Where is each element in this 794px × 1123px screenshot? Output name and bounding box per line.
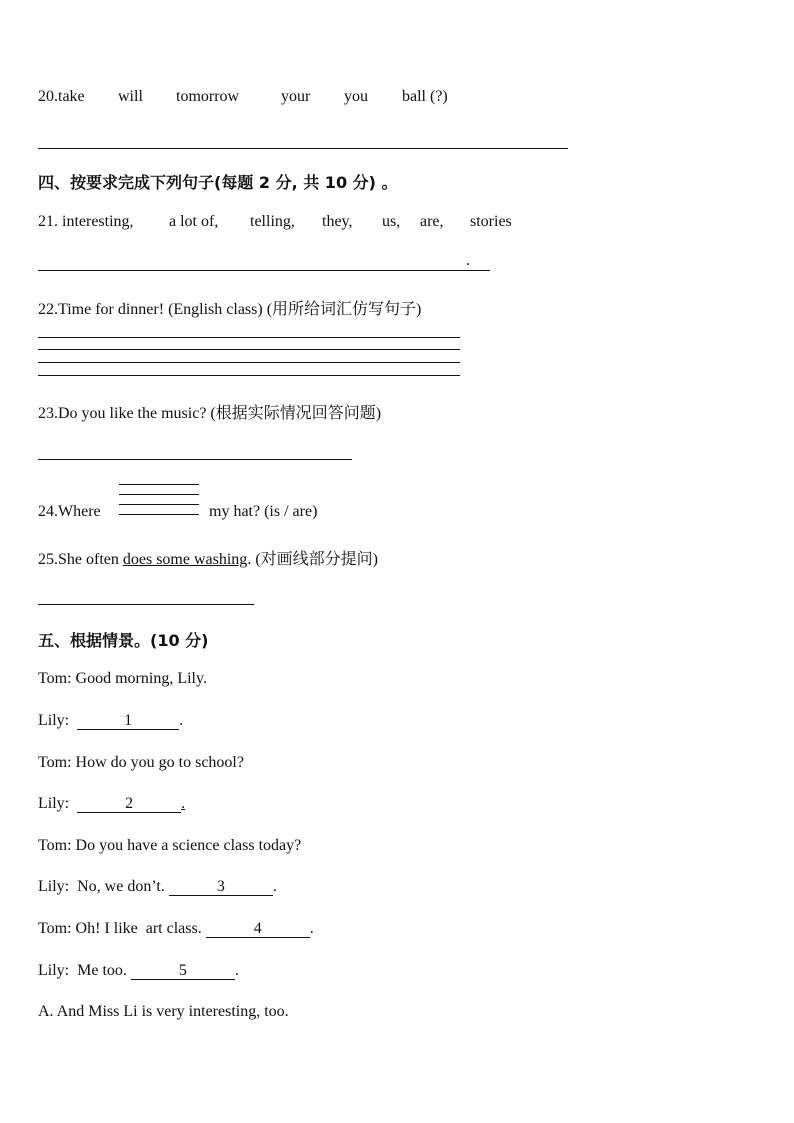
answer-blank-2[interactable]: 2 [77,795,181,813]
q24-number: 24. [38,503,58,520]
q22-number: 22. [38,301,58,318]
q22-text: Time for dinner! (English class) (用所给词汇仿写句子) [58,301,422,318]
dialogue-line: Tom: Good morning, Lily. [38,670,207,687]
q24-line [38,503,101,521]
dialogue-line: Tom: Oh! I like art class. 4 . [38,920,314,937]
q24-before: Where [58,503,101,520]
q23-answer-line[interactable] [38,459,352,460]
dialogue-line: Lily: Me too. 5 . [38,962,239,979]
q24-blank-line[interactable] [119,514,199,515]
dialogue-line: Lily: No, we don’t. 3 . [38,878,277,895]
q21-word: a lot of, [169,213,219,230]
q25-underlined: does some washing [122,551,248,568]
option-a: A. And Miss Li is very interesting, too. [38,1003,289,1020]
dialogue-line: Tom: How do you go to school? [38,754,244,771]
q21-line: 21. interesting, a lot of, telling, they, us, are, stories [38,213,512,230]
q21-answer-line[interactable] [38,270,490,271]
q24-blank-line[interactable] [119,494,199,495]
q21-word: they, [322,213,353,230]
q22-answer-line[interactable] [38,375,460,376]
q20-word: you [344,88,368,105]
q24-after: my hat? (is / are) [209,503,318,520]
q21-number: 21 [38,213,54,230]
answer-blank-4[interactable]: 4 [206,920,310,938]
answer-blank-1[interactable]: 1 [77,712,179,730]
q22-line [38,296,421,319]
q20-end: (?) [430,88,448,105]
q20-number: 20. [38,88,58,105]
q22-answer-line[interactable] [38,349,460,350]
q21-word: interesting, [62,213,134,230]
dialogue-line: Lily: 1 . [38,712,184,729]
q25-line [38,546,378,569]
answer-blank-3[interactable]: 3 [169,878,273,896]
q23-line [38,400,381,423]
q23-number: 23. [38,405,58,422]
answer-blank-5[interactable]: 5 [131,962,235,980]
q22-answer-line[interactable] [38,362,460,363]
section4-heading: 四、按要求完成下列句子(每题 2 分, 共 10 分) 。 [38,173,398,192]
q20-answer-line[interactable] [38,148,568,149]
dialogue-line: Tom: Do you have a science class today? [38,837,302,854]
q20-word: tomorrow [176,88,240,105]
q21-word: stories [470,213,512,230]
q20-word: your [281,88,311,105]
section5-heading: 五、根据情景。(10 分) [38,631,209,650]
q21-word: are, [420,213,444,230]
q20-word: will [118,88,143,105]
q25-answer-line[interactable] [38,604,254,605]
q21-word: us, [382,213,401,230]
q20-line [38,88,448,106]
q25-after: . (对画线部分提问) [247,551,378,568]
dialogue-line: Lily: 2 . [38,795,186,812]
q24-blank-line[interactable] [119,504,199,505]
q22-answer-line[interactable] [38,337,460,338]
q25-before: She often [58,551,123,568]
q24-blank-line[interactable] [119,484,199,485]
q25-number: 25. [38,551,58,568]
q20-word: ball [402,88,426,105]
q20-word: take [58,88,85,105]
q23-text: Do you like the music? (根据实际情况回答问题) [58,405,382,422]
q21-word: telling, [250,213,295,230]
q21-end-mark: . [466,252,470,269]
